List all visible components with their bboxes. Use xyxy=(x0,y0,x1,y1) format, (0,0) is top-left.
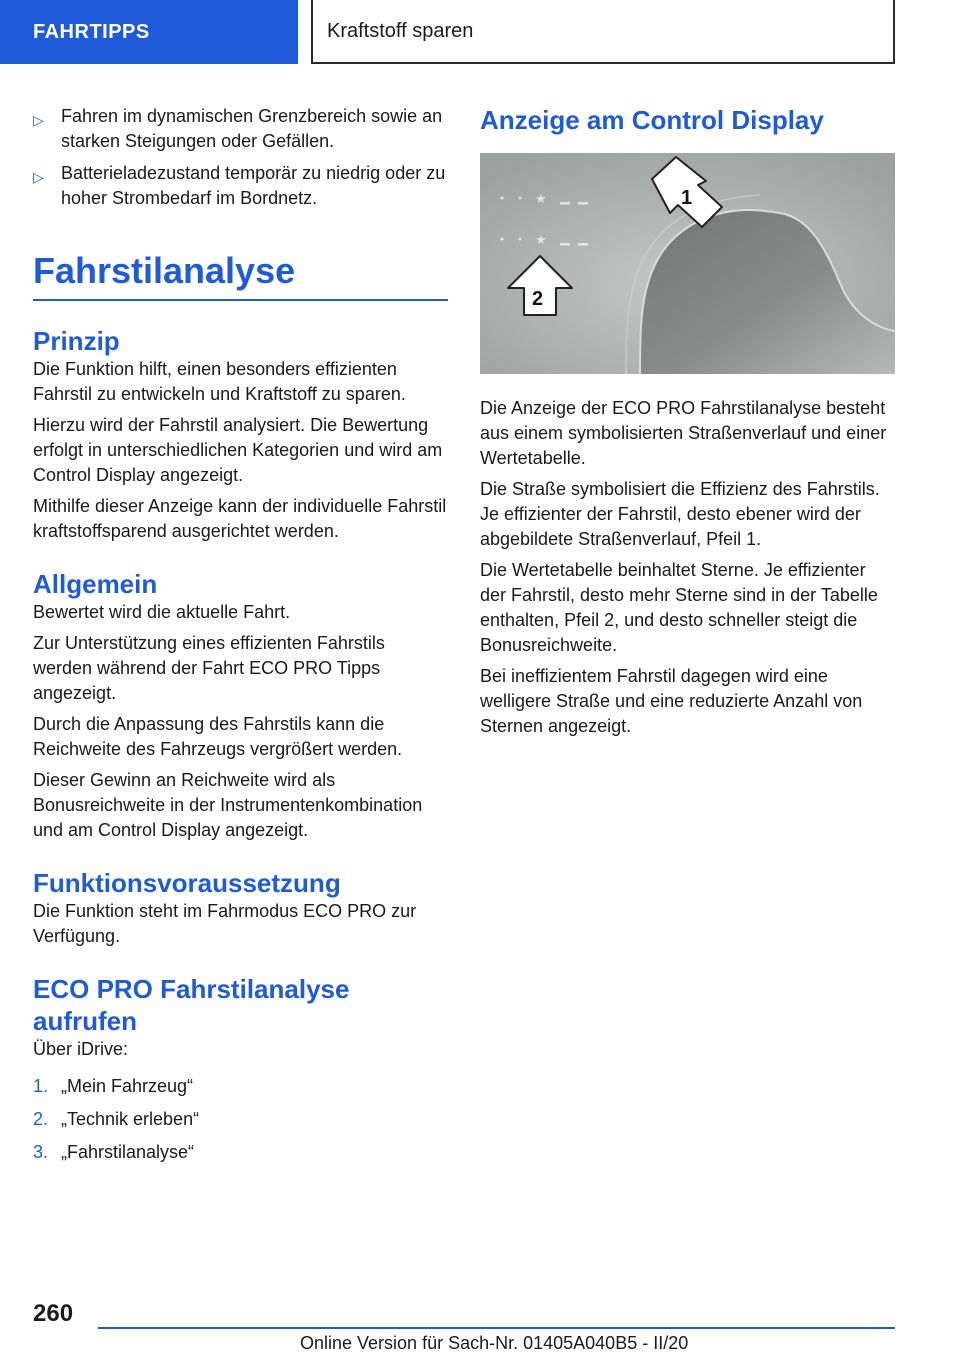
paragraph: Die Funktion hilft, einen besonders effizienten Fahrstil zu entwickeln und Kraftstoff zu sparen. xyxy=(33,359,406,404)
list-item: 1. „Mein Fahrzeug“ xyxy=(33,1076,194,1096)
svg-text:1: 1 xyxy=(681,187,693,209)
section-aufrufen xyxy=(33,973,448,1165)
section-prinzip xyxy=(33,325,448,544)
paragraph: Über iDrive: xyxy=(33,1039,129,1059)
list-item: ▷ Fahren im dynamischen Grenzbereich sowie an starken Steigungen oder Gefällen. xyxy=(33,106,443,151)
svg-text:2: 2 xyxy=(532,288,544,310)
page-number: 260 xyxy=(33,1300,74,1327)
paragraph: Die Anzeige der ECO PRO Fahrstilanalyse besteht aus einem symbolisierten Straßenverlauf und einer Wertetabelle. xyxy=(480,398,887,468)
paragraph: Bewertet wird die aktuelle Fahrt. xyxy=(33,602,291,622)
section-heading: Allgemein xyxy=(33,569,158,599)
main-heading: Fahrstilanalyse xyxy=(33,249,448,301)
road-display-illustration xyxy=(480,153,895,374)
triangle-bullet-icon: ▷ xyxy=(33,169,44,185)
svg-text:★: ★ xyxy=(535,192,547,207)
right-column xyxy=(480,104,896,745)
paragraph: Hierzu wird der Fahrstil analysiert. Die Bewertung erfolgt in unterschiedlichen Kategorien und wird am Control Display angezeigt. xyxy=(33,415,443,485)
list-item: 2. „Technik erleben“ xyxy=(33,1109,200,1129)
control-display-image xyxy=(480,153,895,374)
section-voraussetzung xyxy=(33,867,448,949)
left-column xyxy=(33,104,448,1173)
section-heading: Anzeige am Control Display xyxy=(480,105,824,135)
footer-divider xyxy=(98,1327,895,1329)
chapter-title-box xyxy=(311,0,895,64)
triangle-bullet-icon: ▷ xyxy=(33,112,44,128)
paragraph: Die Wertetabelle beinhaltet Sterne. Je effizienter der Fahrstil, desto mehr Sterne sind in der Tabelle enthalten, Pfeil 2, und desto schneller steigt die Bonusreichweite. xyxy=(480,560,878,655)
footer-text: Online Version für Sach-Nr. 01405A040B5 - II/20 xyxy=(300,1333,689,1353)
paragraph: Mithilfe dieser Anzeige kann der individuelle Fahrstil kraftstoffsparend ausgerichtet werden. xyxy=(33,496,447,541)
list-item: ▷ Batterieladezustand temporär zu niedrig oder zu hoher Strombedarf im Bordnetz. xyxy=(33,163,446,208)
paragraph: Die Straße symbolisiert die Effizienz des Fahrstils. Je effizienter der Fahrstil, desto ebener wird der abgebildete Straßenverlauf, Pfeil 1. xyxy=(480,479,880,549)
section-tab xyxy=(0,0,298,64)
section-heading: ECO PRO Fahrstilanalyse aufrufen xyxy=(33,974,350,1036)
section-allgemein xyxy=(33,568,448,843)
list-item: 3. „Fahrstilanalyse“ xyxy=(33,1142,195,1162)
paragraph: Zur Unterstützung eines effizienten Fahrstils werden während der Fahrt ECO PRO Tipps angezeigt. xyxy=(33,633,385,703)
svg-text:★: ★ xyxy=(535,233,547,248)
right-text xyxy=(480,396,896,739)
section-heading: Funktionsvoraussetzung xyxy=(33,868,341,898)
paragraph: Dieser Gewinn an Reichweite wird als Bonusreichweite in der Instrumentenkombination und am Control Display angezeigt. xyxy=(33,770,423,840)
section-heading: Prinzip xyxy=(33,326,120,356)
paragraph: Die Funktion steht im Fahrmodus ECO PRO zur Verfügung. xyxy=(33,901,417,946)
section-label: FAHRTIPPS xyxy=(33,20,150,43)
paragraph: Durch die Anpassung des Fahrstils kann die Reichweite des Fahrzeugs vergrößert werden. xyxy=(33,714,403,759)
chapter-title: Kraftstoff sparen xyxy=(327,19,474,42)
paragraph: Bei ineffizientem Fahrstil dagegen wird eine welligere Straße und eine reduzierte Anzahl von Sternen angezeigt. xyxy=(480,666,863,736)
